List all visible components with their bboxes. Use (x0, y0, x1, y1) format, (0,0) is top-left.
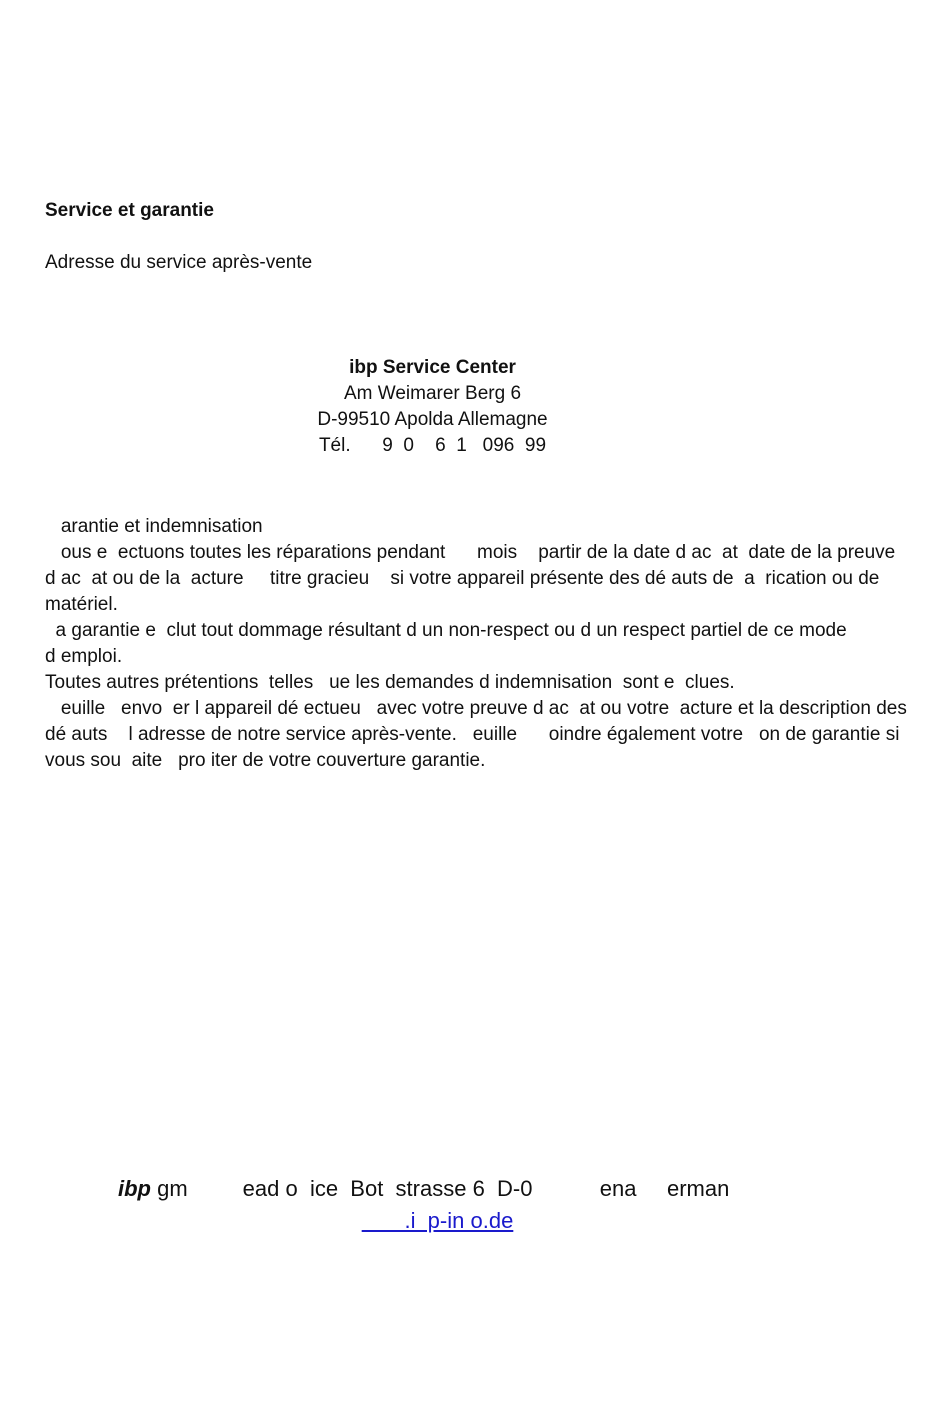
warranty-line: a garantie e clut tout dommage résultant d un non-respect ou d un respect partiel de ce mode (45, 620, 847, 641)
warranty-line: vous sou aite pro iter de votre couverture garantie. (45, 750, 486, 771)
section-title: Service et garantie (45, 200, 214, 221)
warranty-line: arantie et indemnisation (45, 516, 263, 537)
warranty-line: d emploi. (45, 646, 123, 667)
footer-brand: ibp (118, 1176, 151, 1201)
warranty-line: matériel. (45, 594, 118, 615)
warranty-line: d ac at ou de la acture titre gracieu si votre appareil présente des dé auts de a rication ou de (45, 568, 880, 589)
service-center-street: Am Weimarer Berg 6 (343, 383, 522, 404)
warranty-line: dé auts l adresse de notre service après-vente. euille oindre également votre on de garantie si (45, 724, 900, 745)
warranty-line: euille envo er l appareil dé ectueu avec votre preuve d ac at ou votre acture et la description des (45, 698, 907, 719)
warranty-paragraph (45, 514, 905, 774)
warranty-line: ous e ectuons toutes les réparations pendant mois partir de la date d ac at date de la preuve (45, 542, 896, 563)
service-center-city: D-99510 Apolda Allemagne (317, 409, 548, 430)
service-center-phone: Tél. 9 0 6 1 096 99 (318, 435, 547, 456)
footer-company-line (118, 1176, 729, 1202)
warranty-line: Toutes autres prétentions telles ue les demandes d indemnisation sont e clues. (45, 672, 735, 693)
footer-address: gm ead o ice Bot strasse 6 D-0 ena erman (151, 1176, 730, 1201)
footer-website-link[interactable]: .i p-in o.de (361, 1208, 514, 1233)
service-center-name: ibp Service Center (349, 357, 516, 378)
address-heading: Adresse du service après-vente (45, 252, 313, 273)
